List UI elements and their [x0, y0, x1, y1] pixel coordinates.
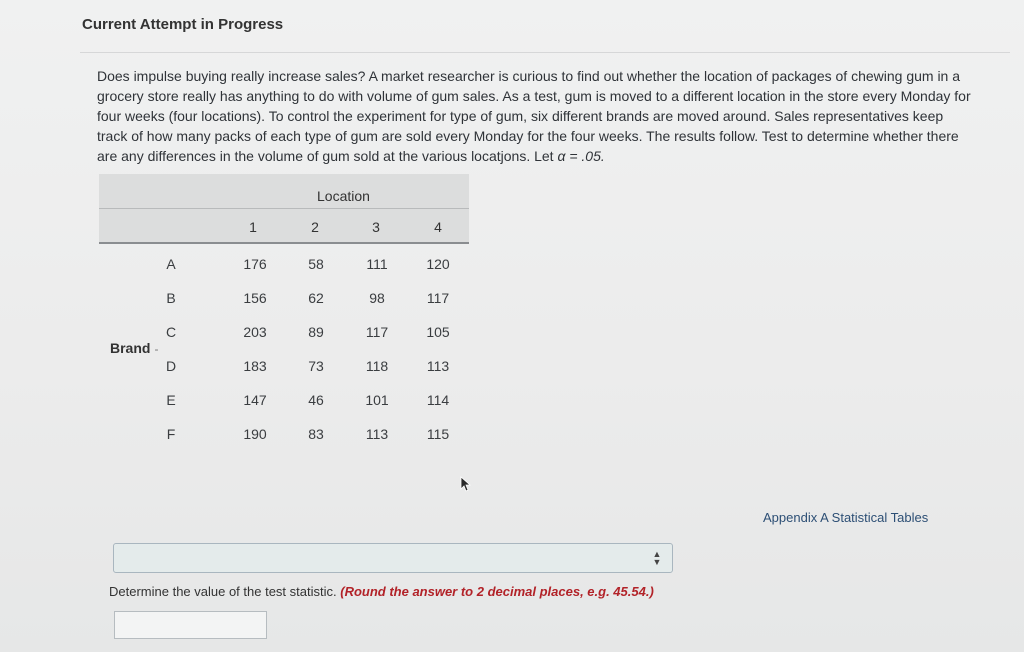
appendix-link[interactable]: Appendix A Statistical Tables — [763, 510, 929, 525]
brand-letter: D — [165, 358, 177, 374]
table-cell: 117 — [426, 290, 450, 306]
table-cell: 83 — [308, 426, 324, 442]
brand-label — [110, 340, 158, 356]
table-row — [99, 384, 469, 418]
page-title: Current Attempt in Progress — [82, 16, 284, 33]
table-row — [99, 418, 469, 452]
instruction-text — [109, 584, 654, 599]
answer-select[interactable] — [113, 543, 673, 573]
table-cell: 120 — [426, 256, 450, 272]
mouse-cursor-icon — [460, 476, 472, 492]
table-cell: 98 — [369, 290, 385, 306]
table-row — [99, 282, 469, 316]
table-cell: 203 — [243, 324, 267, 340]
instruction-body: Determine the value of the test statistic. — [109, 584, 341, 599]
brand-letter: A — [166, 256, 176, 272]
select-arrows-icon: ▲ ▼ — [652, 549, 662, 567]
column-header-3: 3 — [372, 219, 380, 235]
question-text — [97, 66, 977, 166]
location-label: Location — [317, 188, 370, 204]
brand-letter: B — [166, 290, 176, 306]
question-body: Does impulse buying really increase sales? A market researcher is curious to find out whether the location of packages of chewing gum in a grocery store really has anything to do with volume of gum sales. As a test, gum is moved to a different location in the store every Monday for four weeks (four locations). To control the experiment for type of gum, six different brands are moved around. Sales representatives keep track of how many packs of each type of gum are sold every Monday for the four weeks. The results follow. Test to determine whether there are any differences in the volume of gum sold at the various locatjons. Let — [97, 68, 971, 164]
table-row — [99, 248, 469, 282]
table-cell: 156 — [243, 290, 267, 306]
table-cell: 113 — [365, 426, 389, 442]
table-cell: 190 — [243, 426, 267, 442]
test-statistic-input[interactable] — [114, 611, 267, 639]
table-cell: 117 — [365, 324, 389, 340]
table-cell: 111 — [366, 256, 388, 272]
table-cell: 113 — [426, 358, 450, 374]
table-cell: 118 — [365, 358, 389, 374]
brand-letter: E — [166, 392, 176, 408]
table-cell: 114 — [426, 392, 450, 408]
table-cell: 58 — [308, 256, 324, 272]
location-header — [99, 174, 469, 208]
brand-label-text: Brand — [110, 340, 151, 356]
column-header-2: 2 — [311, 219, 319, 235]
table-cell: 89 — [308, 324, 324, 340]
table-cell: 183 — [243, 358, 267, 374]
brand-dash-icon: - — [154, 342, 159, 356]
table-cell: 105 — [426, 324, 450, 340]
table-cell: 147 — [243, 392, 267, 408]
table-cell: 101 — [365, 392, 389, 408]
header-divider — [80, 52, 1010, 53]
table-cell: 62 — [308, 290, 324, 306]
alpha-value: α = .05. — [557, 148, 605, 164]
column-header-row — [99, 208, 469, 244]
instruction-hint: (Round the answer to 2 decimal places, e.g. 45.54.) — [340, 584, 654, 599]
brand-letter: F — [166, 426, 176, 442]
brand-letter: C — [165, 324, 177, 340]
column-header-4: 4 — [434, 219, 442, 235]
table-cell: 176 — [243, 256, 267, 272]
table-cell: 115 — [426, 426, 450, 442]
table-cell: 73 — [308, 358, 324, 374]
column-header-1: 1 — [249, 219, 257, 235]
table-cell: 46 — [308, 392, 324, 408]
